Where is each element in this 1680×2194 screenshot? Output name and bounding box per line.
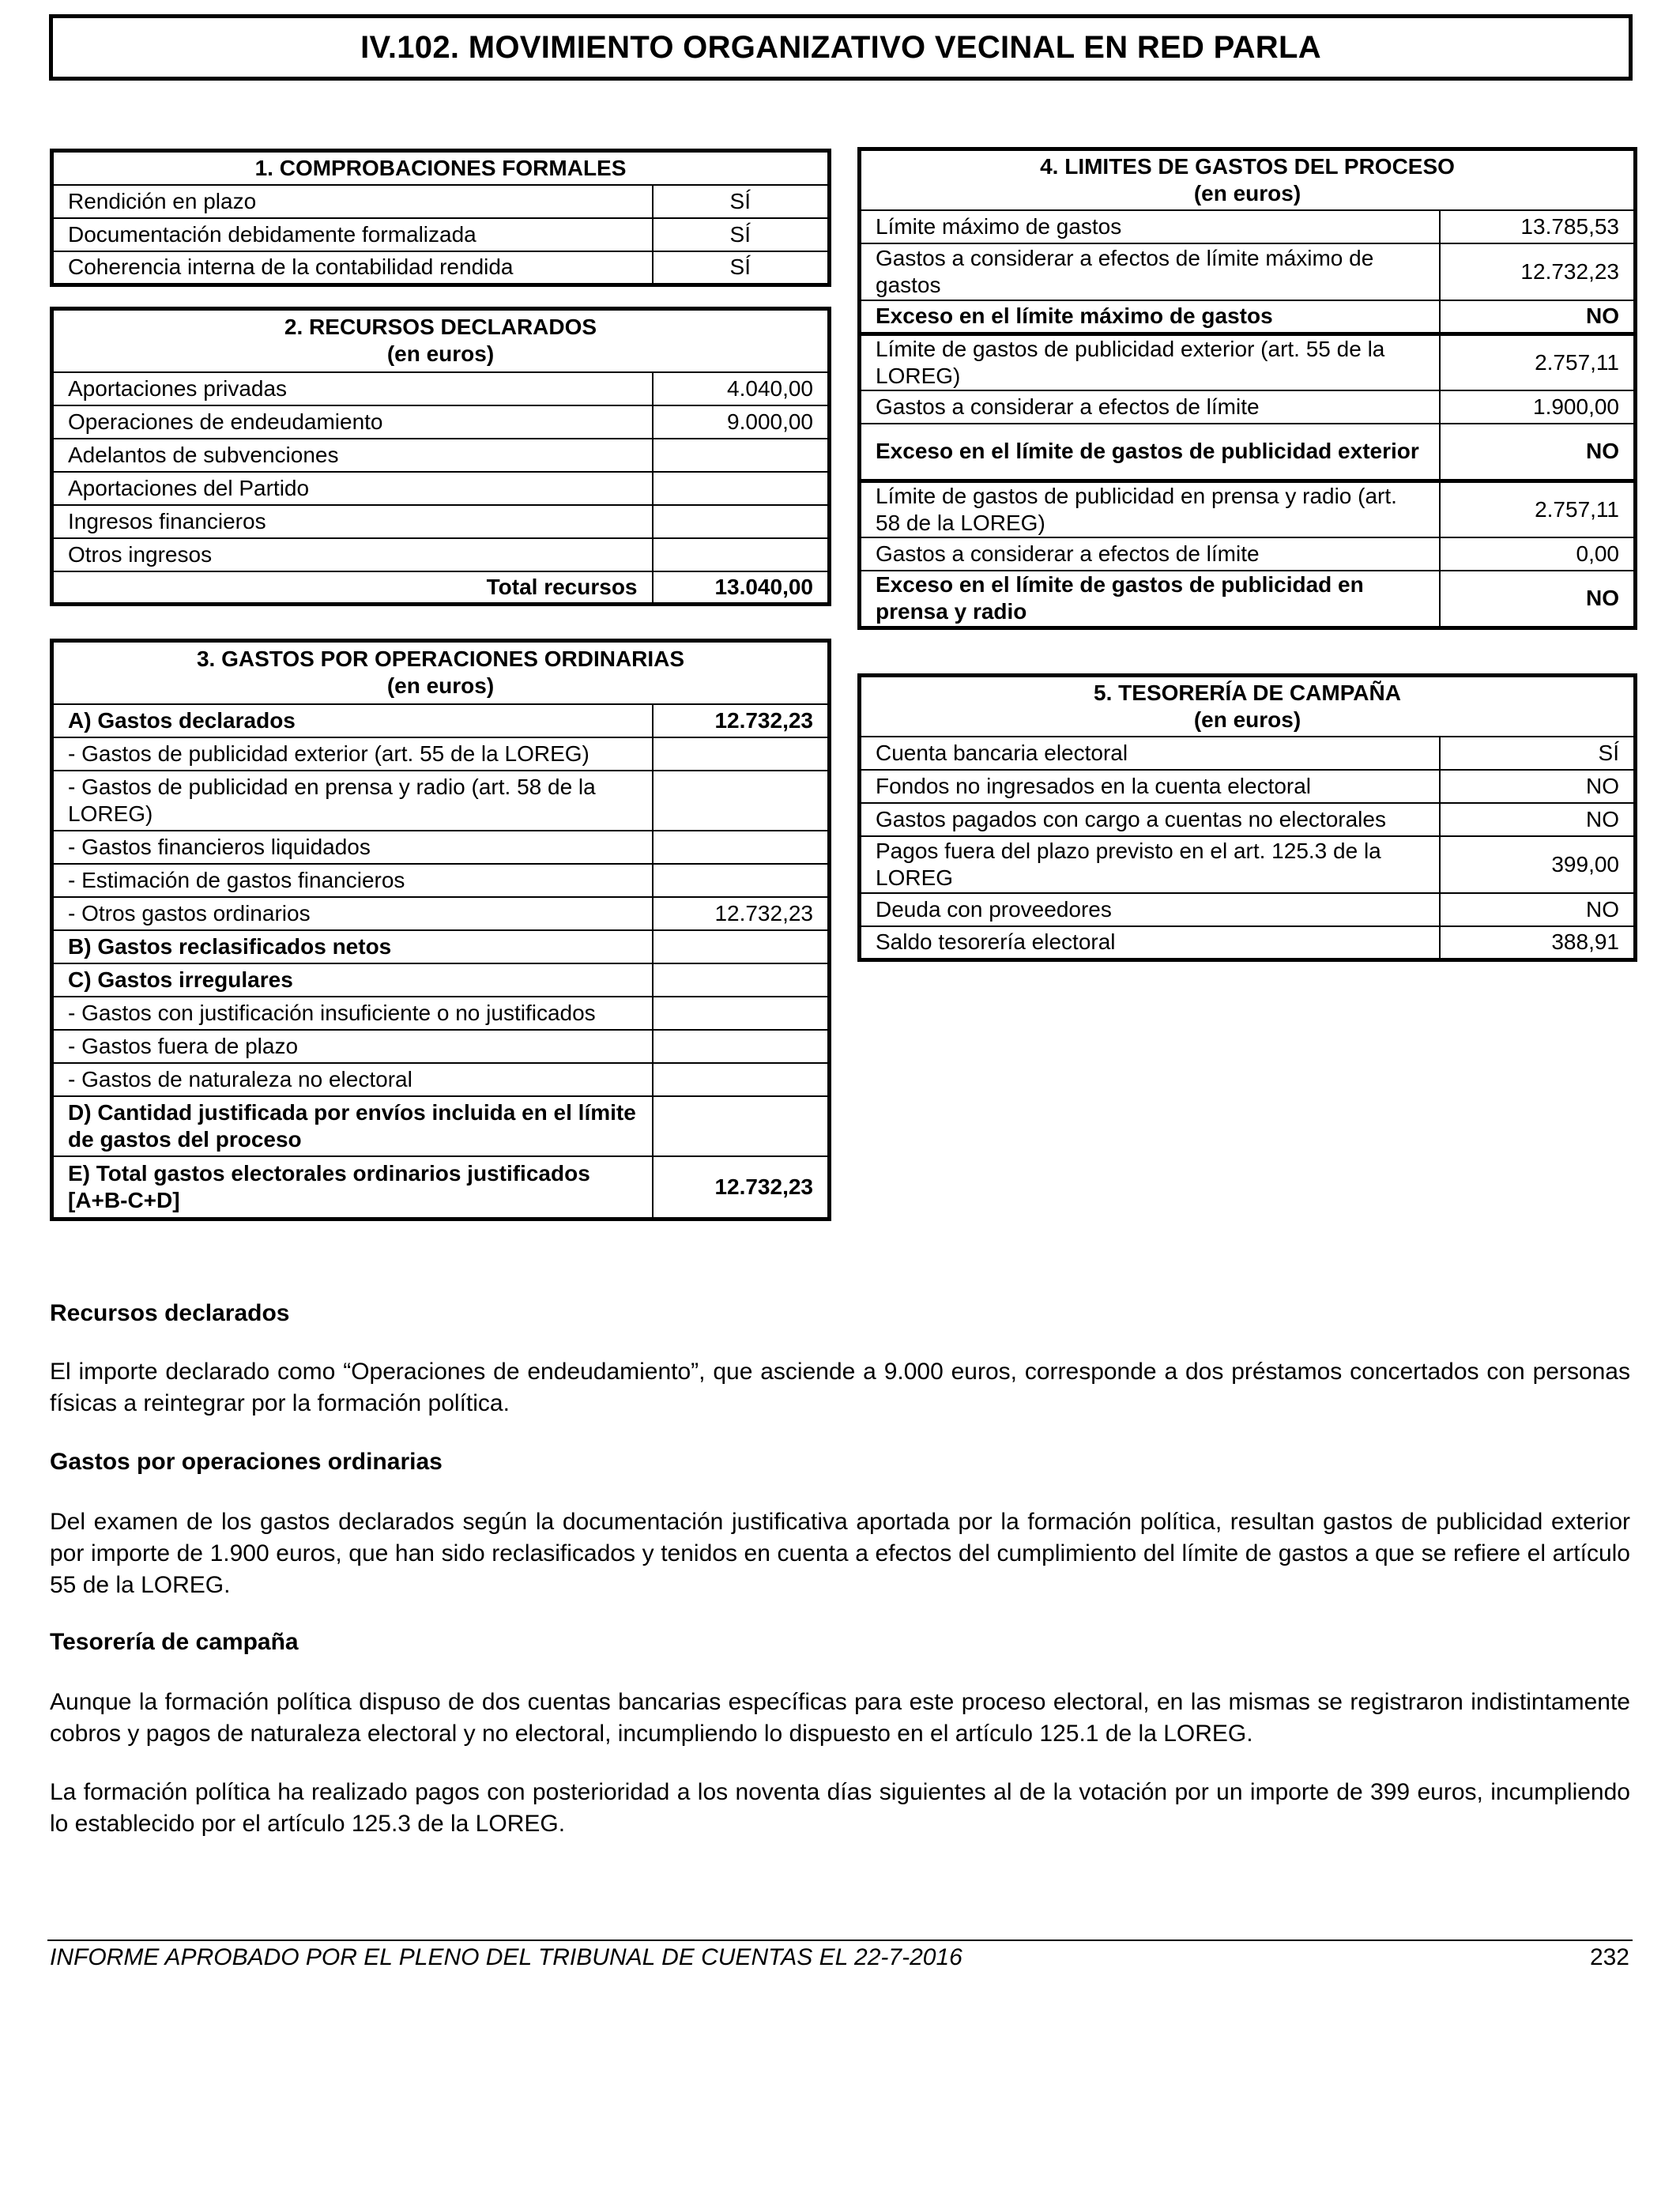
row-value: 2.757,11 — [1440, 481, 1636, 537]
spending-limits-table — [857, 147, 1637, 630]
footer-divider — [47, 1940, 1633, 1941]
row-label: - Gastos financieros liquidados — [52, 831, 653, 864]
row-value — [653, 472, 830, 505]
row-label: Gastos a considerar a efectos de límite máximo de gastos — [860, 243, 1440, 300]
row-value — [653, 1063, 830, 1096]
row-value: 12.732,23 — [1440, 243, 1636, 300]
ordinary-expenses-table — [50, 639, 831, 1221]
page-title: IV.102. MOVIMIENTO ORGANIZATIVO VECINAL EN RED PARLA — [49, 14, 1633, 81]
row-label: - Gastos con justificación insuficiente o no justificados — [52, 997, 653, 1030]
section-heading: Tesorería de campaña — [50, 1629, 299, 1655]
table-header: 1. COMPROBACIONES FORMALES — [52, 151, 830, 186]
row-value: NO — [1440, 424, 1636, 481]
row-label: Ingresos financieros — [52, 505, 653, 538]
row-label: Cuenta bancaria electoral — [860, 737, 1440, 770]
table-header-unit: (en euros) — [1193, 707, 1301, 732]
row-value: 9.000,00 — [653, 405, 830, 439]
campaign-treasury-table — [857, 673, 1637, 962]
row-value: 2.757,11 — [1440, 334, 1636, 390]
row-value — [653, 864, 830, 897]
row-value: NO — [1440, 893, 1636, 926]
paragraph-text: Del examen de los gastos declarados según la documentación justificativa aportada por la formación política, resultan gastos de publicidad exterior por importe de 1.900 euros, que han sido reclasificados y tenidos en cuenta a efectos del cumplimiento del límite de gastos a que se refiere el artículo 55 de la LOREG. — [50, 1509, 1630, 1598]
table-header-title: 3. GASTOS POR OPERACIONES ORDINARIAS — [196, 647, 685, 672]
table-header-unit: (en euros) — [386, 673, 495, 699]
row-label: - Gastos de naturaleza no electoral — [52, 1063, 653, 1096]
section-heading: Recursos declarados — [50, 1300, 290, 1326]
row-value — [653, 1096, 830, 1156]
row-label: Límite de gastos de publicidad exterior (art. 55 de la LOREG) — [860, 334, 1440, 390]
section-resources — [50, 1298, 1630, 1329]
row-value — [653, 771, 830, 831]
row-value — [653, 737, 830, 771]
row-label: Límite máximo de gastos — [860, 210, 1440, 243]
row-label: Fondos no ingresados en la cuenta electoral — [860, 770, 1440, 803]
row-label: B) Gastos reclasificados netos — [52, 930, 653, 963]
row-label: Aportaciones privadas — [52, 372, 653, 405]
row-value: 388,91 — [1440, 926, 1636, 959]
row-value — [653, 439, 830, 472]
table-header-unit: (en euros) — [386, 341, 495, 367]
formal-checks-table — [50, 149, 831, 287]
footer-text: INFORME APROBADO POR EL PLENO DEL TRIBUNAL DE CUENTAS EL 22-7-2016 — [50, 1944, 962, 1970]
table-header-title: 5. TESORERÍA DE CAMPAÑA — [1094, 680, 1401, 705]
row-label: Aportaciones del Partido — [52, 472, 653, 505]
row-value: 1.900,00 — [1440, 390, 1636, 424]
row-value — [653, 831, 830, 864]
total-value: 13.040,00 — [653, 571, 830, 605]
row-label: Coherencia interna de la contabilidad rendida — [52, 251, 653, 285]
row-label: E) Total gastos electorales ordinarios justificados [A+B-C+D] — [52, 1156, 653, 1220]
row-label: Saldo tesorería electoral — [860, 926, 1440, 959]
row-value: NO — [1440, 300, 1636, 334]
row-label: Gastos pagados con cargo a cuentas no electorales — [860, 803, 1440, 836]
row-label: Operaciones de endeudamiento — [52, 405, 653, 439]
row-label: Rendición en plazo — [52, 185, 653, 218]
row-label: Límite de gastos de publicidad en prensa y radio (art. 58 de la LOREG) — [860, 481, 1440, 537]
row-value: NO — [1440, 803, 1636, 836]
row-label: Documentación debidamente formalizada — [52, 218, 653, 251]
row-label: - Estimación de gastos financieros — [52, 864, 653, 897]
row-label: Exceso en el límite máximo de gastos — [860, 300, 1440, 334]
declared-resources-table — [50, 307, 831, 606]
row-value: 0,00 — [1440, 537, 1636, 571]
row-label: Pagos fuera del plazo previsto en el art. 125.3 de la LOREG — [860, 836, 1440, 893]
row-value — [653, 997, 830, 1030]
row-value — [653, 1030, 830, 1063]
row-value: NO — [1440, 770, 1636, 803]
row-label: - Otros gastos ordinarios — [52, 897, 653, 930]
row-value: 4.040,00 — [653, 372, 830, 405]
row-value: 12.732,23 — [653, 897, 830, 930]
paragraph-text: Aunque la formación política dispuso de dos cuentas bancarias específicas para este proceso electoral, en las mismas se registraron indistintamente cobros y pagos de naturaleza electoral y no electoral, incumpliendo lo dispuesto en el artículo 125.1 de la LOREG. — [50, 1689, 1630, 1747]
row-label: Exceso en el límite de gastos de publicidad en prensa y radio — [860, 571, 1440, 628]
paragraph — [50, 1777, 1630, 1840]
row-label: A) Gastos declarados — [52, 704, 653, 737]
row-label: Gastos a considerar a efectos de límite — [860, 537, 1440, 571]
row-label: - Gastos fuera de plazo — [52, 1030, 653, 1063]
row-value: SÍ — [1440, 737, 1636, 770]
row-value: 13.785,53 — [1440, 210, 1636, 243]
table-header — [860, 676, 1636, 737]
table-header-unit: (en euros) — [1193, 181, 1301, 205]
row-label: Gastos a considerar a efectos de límite — [860, 390, 1440, 424]
table-header-title: 4. LIMITES DE GASTOS DEL PROCESO — [1040, 154, 1455, 179]
row-value — [653, 505, 830, 538]
paragraph — [50, 1687, 1630, 1750]
row-value: SÍ — [653, 251, 830, 285]
row-value: 399,00 — [1440, 836, 1636, 893]
paragraph-text: La formación política ha realizado pagos con posterioridad a los noventa días siguientes al de la votación por un importe de 399 euros, incumpliendo lo establecido por el artículo 125.3 de la LOREG. — [50, 1779, 1630, 1837]
paragraph — [50, 1356, 1630, 1419]
row-value: NO — [1440, 571, 1636, 628]
page-number: 232 — [1589, 1944, 1629, 1970]
row-label: - Gastos de publicidad exterior (art. 55 de la LOREG) — [52, 737, 653, 771]
paragraph-text: El importe declarado como “Operaciones de endeudamiento”, que asciende a 9.000 euros, corresponde a dos préstamos concertados con personas físicas a reintegrar por la formación política. — [50, 1359, 1630, 1416]
row-value — [653, 963, 830, 997]
table-header — [52, 309, 830, 372]
row-value: 12.732,23 — [653, 704, 830, 737]
section-expenses — [50, 1446, 1630, 1478]
row-value: SÍ — [653, 185, 830, 218]
row-label: - Gastos de publicidad en prensa y radio (art. 58 de la LOREG) — [52, 771, 653, 831]
row-label: Deuda con proveedores — [860, 893, 1440, 926]
table-header — [52, 641, 830, 704]
row-label: Otros ingresos — [52, 538, 653, 571]
row-value — [653, 930, 830, 963]
paragraph — [50, 1506, 1630, 1601]
row-label: C) Gastos irregulares — [52, 963, 653, 997]
row-value — [653, 538, 830, 571]
table-header — [860, 149, 1636, 211]
section-heading: Gastos por operaciones ordinarias — [50, 1449, 443, 1475]
section-treasury — [50, 1627, 1630, 1658]
table-header-title: 2. RECURSOS DECLARADOS — [284, 315, 597, 340]
row-value: SÍ — [653, 218, 830, 251]
total-label: Total recursos — [52, 571, 653, 605]
row-label: Adelantos de subvenciones — [52, 439, 653, 472]
row-label: Exceso en el límite de gastos de publicidad exterior — [860, 424, 1440, 481]
row-value: 12.732,23 — [653, 1156, 830, 1220]
row-label: D) Cantidad justificada por envíos incluida en el límite de gastos del proceso — [52, 1096, 653, 1156]
